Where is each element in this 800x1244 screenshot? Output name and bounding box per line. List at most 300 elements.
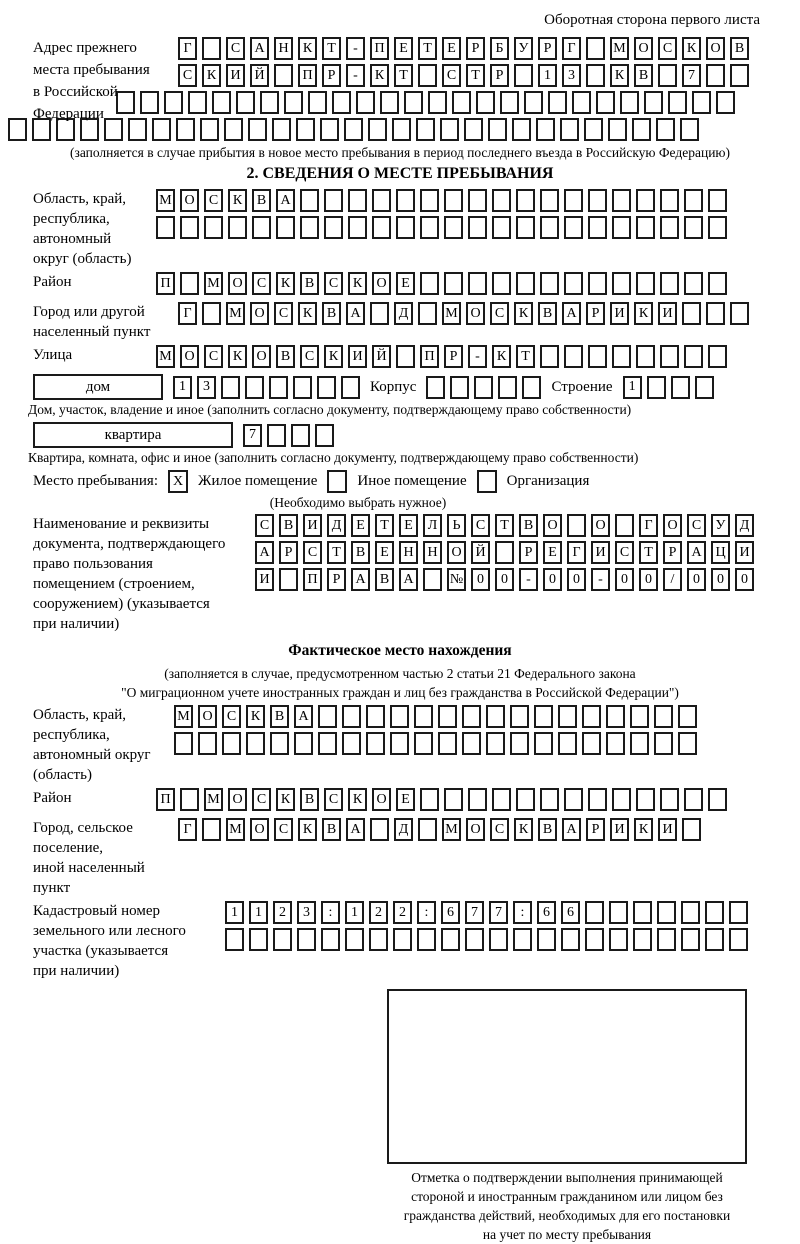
char-cell[interactable]: Й bbox=[250, 64, 269, 87]
char-cell[interactable]: А bbox=[351, 568, 370, 591]
char-cell[interactable] bbox=[248, 118, 267, 141]
char-cell[interactable]: Е bbox=[375, 541, 394, 564]
char-cell[interactable] bbox=[588, 788, 607, 811]
char-cell[interactable] bbox=[585, 901, 604, 924]
char-cell[interactable] bbox=[524, 91, 543, 114]
char-cell[interactable] bbox=[276, 216, 295, 239]
char-cell[interactable]: 3 bbox=[297, 901, 316, 924]
char-cell[interactable] bbox=[420, 189, 439, 212]
char-cell[interactable]: С bbox=[255, 514, 274, 537]
char-cell[interactable]: К bbox=[682, 37, 701, 60]
char-cell[interactable]: Т bbox=[322, 37, 341, 60]
char-cell[interactable]: К bbox=[324, 345, 343, 368]
char-cell[interactable] bbox=[269, 376, 288, 399]
char-cell[interactable] bbox=[582, 732, 601, 755]
char-cell[interactable]: 6 bbox=[441, 901, 460, 924]
char-cell[interactable]: Р bbox=[538, 37, 557, 60]
stay-checkbox-organizatsiya[interactable] bbox=[477, 470, 497, 493]
char-cell[interactable] bbox=[396, 216, 415, 239]
char-cell[interactable] bbox=[729, 928, 748, 951]
char-cell[interactable] bbox=[372, 189, 391, 212]
char-cell[interactable]: Е bbox=[399, 514, 418, 537]
char-cell[interactable] bbox=[228, 216, 247, 239]
char-cell[interactable] bbox=[300, 216, 319, 239]
char-cell[interactable] bbox=[612, 272, 631, 295]
char-cell[interactable]: : bbox=[321, 901, 340, 924]
char-cell[interactable] bbox=[245, 376, 264, 399]
char-cell[interactable]: М bbox=[156, 189, 175, 212]
char-cell[interactable] bbox=[572, 91, 591, 114]
char-cell[interactable] bbox=[317, 376, 336, 399]
char-cell[interactable] bbox=[348, 216, 367, 239]
char-cell[interactable]: Е bbox=[442, 37, 461, 60]
char-cell[interactable] bbox=[500, 91, 519, 114]
char-cell[interactable] bbox=[486, 705, 505, 728]
char-cell[interactable]: А bbox=[562, 302, 581, 325]
char-cell[interactable]: В bbox=[351, 541, 370, 564]
char-cell[interactable] bbox=[708, 272, 727, 295]
char-cell[interactable]: В bbox=[519, 514, 538, 537]
char-cell[interactable] bbox=[582, 705, 601, 728]
char-cell[interactable]: Б bbox=[490, 37, 509, 60]
char-cell[interactable]: Т bbox=[495, 514, 514, 537]
char-cell[interactable]: Й bbox=[471, 541, 490, 564]
char-cell[interactable] bbox=[438, 705, 457, 728]
char-cell[interactable]: - bbox=[591, 568, 610, 591]
char-cell[interactable]: В bbox=[252, 189, 271, 212]
char-cell[interactable] bbox=[324, 216, 343, 239]
char-cell[interactable] bbox=[444, 272, 463, 295]
char-cell[interactable] bbox=[510, 732, 529, 755]
char-cell[interactable]: К bbox=[514, 818, 533, 841]
char-cell[interactable] bbox=[366, 732, 385, 755]
char-cell[interactable] bbox=[588, 345, 607, 368]
char-cell[interactable]: А bbox=[687, 541, 706, 564]
char-cell[interactable]: С bbox=[687, 514, 706, 537]
char-cell[interactable]: Е bbox=[351, 514, 370, 537]
char-cell[interactable]: О bbox=[634, 37, 653, 60]
char-cell[interactable]: В bbox=[270, 705, 289, 728]
char-cell[interactable] bbox=[564, 189, 583, 212]
char-cell[interactable] bbox=[596, 91, 615, 114]
char-cell[interactable] bbox=[468, 189, 487, 212]
char-cell[interactable]: 0 bbox=[711, 568, 730, 591]
char-cell[interactable] bbox=[464, 118, 483, 141]
char-cell[interactable] bbox=[356, 91, 375, 114]
char-cell[interactable] bbox=[441, 928, 460, 951]
char-cell[interactable]: 0 bbox=[687, 568, 706, 591]
char-cell[interactable]: О bbox=[180, 189, 199, 212]
char-cell[interactable] bbox=[380, 91, 399, 114]
char-cell[interactable]: С bbox=[442, 64, 461, 87]
char-cell[interactable]: С bbox=[226, 37, 245, 60]
char-cell[interactable]: 7 bbox=[465, 901, 484, 924]
char-cell[interactable]: В bbox=[634, 64, 653, 87]
char-cell[interactable]: М bbox=[442, 818, 461, 841]
char-cell[interactable]: Д bbox=[394, 818, 413, 841]
char-cell[interactable] bbox=[452, 91, 471, 114]
char-cell[interactable]: С bbox=[615, 541, 634, 564]
char-cell[interactable]: 2 bbox=[273, 901, 292, 924]
char-cell[interactable] bbox=[164, 91, 183, 114]
char-cell[interactable] bbox=[708, 788, 727, 811]
char-cell[interactable]: М bbox=[226, 818, 245, 841]
char-cell[interactable] bbox=[558, 732, 577, 755]
char-cell[interactable] bbox=[444, 216, 463, 239]
char-cell[interactable] bbox=[612, 788, 631, 811]
char-cell[interactable]: Е bbox=[396, 272, 415, 295]
char-cell[interactable] bbox=[320, 118, 339, 141]
char-cell[interactable] bbox=[660, 345, 679, 368]
char-cell[interactable]: М bbox=[204, 788, 223, 811]
char-cell[interactable] bbox=[315, 424, 334, 447]
char-cell[interactable]: И bbox=[610, 302, 629, 325]
char-cell[interactable]: О bbox=[591, 514, 610, 537]
char-cell[interactable] bbox=[198, 732, 217, 755]
char-cell[interactable]: В bbox=[322, 302, 341, 325]
char-cell[interactable]: 0 bbox=[543, 568, 562, 591]
char-cell[interactable]: К bbox=[492, 345, 511, 368]
char-cell[interactable]: 1 bbox=[225, 901, 244, 924]
char-cell[interactable] bbox=[293, 376, 312, 399]
char-cell[interactable] bbox=[202, 818, 221, 841]
char-cell[interactable] bbox=[420, 216, 439, 239]
char-cell[interactable]: Е bbox=[394, 37, 413, 60]
char-cell[interactable] bbox=[260, 91, 279, 114]
char-cell[interactable]: И bbox=[658, 818, 677, 841]
char-cell[interactable] bbox=[341, 376, 360, 399]
char-cell[interactable]: К bbox=[202, 64, 221, 87]
char-cell[interactable] bbox=[540, 272, 559, 295]
char-cell[interactable] bbox=[416, 118, 435, 141]
char-cell[interactable] bbox=[522, 376, 541, 399]
char-cell[interactable] bbox=[486, 732, 505, 755]
char-cell[interactable] bbox=[318, 732, 337, 755]
char-cell[interactable] bbox=[418, 302, 437, 325]
char-cell[interactable] bbox=[212, 91, 231, 114]
char-cell[interactable]: К bbox=[348, 788, 367, 811]
char-cell[interactable] bbox=[609, 901, 628, 924]
char-cell[interactable] bbox=[321, 928, 340, 951]
char-cell[interactable]: 0 bbox=[639, 568, 658, 591]
char-cell[interactable] bbox=[513, 928, 532, 951]
char-cell[interactable] bbox=[342, 705, 361, 728]
stay-checkbox-inoe[interactable] bbox=[327, 470, 347, 493]
char-cell[interactable]: С bbox=[658, 37, 677, 60]
char-cell[interactable] bbox=[588, 272, 607, 295]
stay-checkbox-zhiloe[interactable]: X bbox=[168, 470, 188, 493]
char-cell[interactable] bbox=[705, 901, 724, 924]
char-cell[interactable]: П bbox=[303, 568, 322, 591]
char-cell[interactable]: С bbox=[274, 302, 293, 325]
char-cell[interactable] bbox=[636, 189, 655, 212]
char-cell[interactable]: О bbox=[372, 788, 391, 811]
char-cell[interactable] bbox=[284, 91, 303, 114]
char-cell[interactable] bbox=[633, 901, 652, 924]
char-cell[interactable]: В bbox=[730, 37, 749, 60]
char-cell[interactable]: О bbox=[252, 345, 271, 368]
char-cell[interactable] bbox=[516, 216, 535, 239]
char-cell[interactable]: М bbox=[174, 705, 193, 728]
char-cell[interactable]: С bbox=[252, 272, 271, 295]
char-cell[interactable]: М bbox=[156, 345, 175, 368]
char-cell[interactable]: К bbox=[276, 788, 295, 811]
char-cell[interactable] bbox=[417, 928, 436, 951]
char-cell[interactable] bbox=[202, 302, 221, 325]
char-cell[interactable]: А bbox=[255, 541, 274, 564]
char-cell[interactable]: Р bbox=[444, 345, 463, 368]
char-cell[interactable] bbox=[291, 424, 310, 447]
char-cell[interactable] bbox=[348, 189, 367, 212]
char-cell[interactable] bbox=[708, 216, 727, 239]
char-cell[interactable]: - bbox=[468, 345, 487, 368]
char-cell[interactable]: С bbox=[471, 514, 490, 537]
char-cell[interactable]: К bbox=[348, 272, 367, 295]
char-cell[interactable] bbox=[200, 118, 219, 141]
char-cell[interactable] bbox=[274, 64, 293, 87]
char-cell[interactable] bbox=[620, 91, 639, 114]
char-cell[interactable]: Р bbox=[466, 37, 485, 60]
char-cell[interactable]: 7 bbox=[489, 901, 508, 924]
char-cell[interactable] bbox=[428, 91, 447, 114]
char-cell[interactable] bbox=[564, 216, 583, 239]
char-cell[interactable] bbox=[540, 345, 559, 368]
char-cell[interactable] bbox=[716, 91, 735, 114]
char-cell[interactable]: Г bbox=[178, 37, 197, 60]
char-cell[interactable] bbox=[156, 216, 175, 239]
char-cell[interactable] bbox=[514, 64, 533, 87]
char-cell[interactable]: : bbox=[417, 901, 436, 924]
char-cell[interactable] bbox=[426, 376, 445, 399]
char-cell[interactable] bbox=[300, 189, 319, 212]
char-cell[interactable]: В bbox=[538, 818, 557, 841]
char-cell[interactable] bbox=[279, 568, 298, 591]
char-cell[interactable]: 0 bbox=[735, 568, 754, 591]
char-cell[interactable]: С bbox=[490, 818, 509, 841]
char-cell[interactable]: И bbox=[348, 345, 367, 368]
char-cell[interactable]: О bbox=[447, 541, 466, 564]
char-cell[interactable] bbox=[176, 118, 195, 141]
char-cell[interactable]: Н bbox=[399, 541, 418, 564]
char-cell[interactable] bbox=[180, 216, 199, 239]
char-cell[interactable]: 1 bbox=[173, 376, 192, 399]
char-cell[interactable] bbox=[273, 928, 292, 951]
char-cell[interactable]: Р bbox=[490, 64, 509, 87]
char-cell[interactable] bbox=[708, 189, 727, 212]
char-cell[interactable]: С bbox=[178, 64, 197, 87]
char-cell[interactable]: Е bbox=[396, 788, 415, 811]
char-cell[interactable]: К bbox=[634, 818, 653, 841]
char-cell[interactable]: Р bbox=[322, 64, 341, 87]
char-cell[interactable] bbox=[684, 345, 703, 368]
char-cell[interactable]: И bbox=[658, 302, 677, 325]
char-cell[interactable]: Р bbox=[586, 818, 605, 841]
char-cell[interactable] bbox=[516, 272, 535, 295]
char-cell[interactable] bbox=[224, 118, 243, 141]
char-cell[interactable]: И bbox=[591, 541, 610, 564]
char-cell[interactable] bbox=[468, 216, 487, 239]
char-cell[interactable] bbox=[606, 705, 625, 728]
char-cell[interactable]: Г bbox=[567, 541, 586, 564]
char-cell[interactable] bbox=[420, 788, 439, 811]
char-cell[interactable]: О bbox=[466, 818, 485, 841]
char-cell[interactable]: - bbox=[346, 64, 365, 87]
char-cell[interactable]: О bbox=[466, 302, 485, 325]
char-cell[interactable] bbox=[586, 64, 605, 87]
char-cell[interactable] bbox=[390, 705, 409, 728]
char-cell[interactable] bbox=[660, 788, 679, 811]
char-cell[interactable]: К bbox=[298, 37, 317, 60]
char-cell[interactable] bbox=[414, 705, 433, 728]
char-cell[interactable] bbox=[548, 91, 567, 114]
char-cell[interactable]: / bbox=[663, 568, 682, 591]
char-cell[interactable] bbox=[396, 189, 415, 212]
char-cell[interactable]: Г bbox=[178, 818, 197, 841]
char-cell[interactable]: В bbox=[300, 272, 319, 295]
char-cell[interactable] bbox=[660, 216, 679, 239]
char-cell[interactable]: С bbox=[303, 541, 322, 564]
char-cell[interactable]: В bbox=[375, 568, 394, 591]
char-cell[interactable]: 1 bbox=[623, 376, 642, 399]
char-cell[interactable] bbox=[540, 788, 559, 811]
char-cell[interactable] bbox=[440, 118, 459, 141]
char-cell[interactable] bbox=[681, 901, 700, 924]
char-cell[interactable] bbox=[345, 928, 364, 951]
char-cell[interactable]: В bbox=[322, 818, 341, 841]
char-cell[interactable]: Ь bbox=[447, 514, 466, 537]
char-cell[interactable]: Г bbox=[178, 302, 197, 325]
char-cell[interactable] bbox=[202, 37, 221, 60]
char-cell[interactable]: 0 bbox=[567, 568, 586, 591]
char-cell[interactable] bbox=[636, 216, 655, 239]
char-cell[interactable]: Р bbox=[586, 302, 605, 325]
char-cell[interactable]: Р bbox=[663, 541, 682, 564]
char-cell[interactable] bbox=[706, 302, 725, 325]
char-cell[interactable]: № bbox=[447, 568, 466, 591]
char-cell[interactable] bbox=[246, 732, 265, 755]
char-cell[interactable] bbox=[536, 118, 555, 141]
char-cell[interactable]: О bbox=[543, 514, 562, 537]
char-cell[interactable]: Д bbox=[394, 302, 413, 325]
char-cell[interactable] bbox=[564, 345, 583, 368]
char-cell[interactable]: О bbox=[228, 272, 247, 295]
char-cell[interactable]: К bbox=[514, 302, 533, 325]
char-cell[interactable] bbox=[512, 118, 531, 141]
char-cell[interactable] bbox=[468, 272, 487, 295]
char-cell[interactable] bbox=[8, 118, 27, 141]
char-cell[interactable] bbox=[632, 118, 651, 141]
char-cell[interactable] bbox=[608, 118, 627, 141]
char-cell[interactable] bbox=[372, 216, 391, 239]
char-cell[interactable] bbox=[396, 345, 415, 368]
char-cell[interactable] bbox=[462, 705, 481, 728]
char-cell[interactable]: : bbox=[513, 901, 532, 924]
char-cell[interactable]: 1 bbox=[249, 901, 268, 924]
char-cell[interactable] bbox=[684, 189, 703, 212]
char-cell[interactable]: А bbox=[399, 568, 418, 591]
char-cell[interactable] bbox=[418, 64, 437, 87]
char-cell[interactable]: Р bbox=[279, 541, 298, 564]
char-cell[interactable]: С bbox=[324, 788, 343, 811]
char-cell[interactable] bbox=[678, 732, 697, 755]
char-cell[interactable] bbox=[705, 928, 724, 951]
char-cell[interactable] bbox=[730, 64, 749, 87]
char-cell[interactable]: Н bbox=[274, 37, 293, 60]
char-cell[interactable] bbox=[414, 732, 433, 755]
char-cell[interactable]: П bbox=[370, 37, 389, 60]
char-cell[interactable]: К bbox=[228, 189, 247, 212]
char-cell[interactable] bbox=[695, 376, 714, 399]
char-cell[interactable]: К bbox=[298, 818, 317, 841]
char-cell[interactable]: И bbox=[226, 64, 245, 87]
char-cell[interactable] bbox=[657, 928, 676, 951]
char-cell[interactable] bbox=[534, 705, 553, 728]
char-cell[interactable] bbox=[495, 541, 514, 564]
char-cell[interactable] bbox=[318, 705, 337, 728]
char-cell[interactable] bbox=[369, 928, 388, 951]
char-cell[interactable] bbox=[564, 788, 583, 811]
char-cell[interactable]: И bbox=[255, 568, 274, 591]
char-cell[interactable]: С bbox=[300, 345, 319, 368]
char-cell[interactable] bbox=[370, 302, 389, 325]
char-cell[interactable] bbox=[344, 118, 363, 141]
char-cell[interactable]: А bbox=[562, 818, 581, 841]
char-cell[interactable]: И bbox=[303, 514, 322, 537]
char-cell[interactable]: Т bbox=[394, 64, 413, 87]
char-cell[interactable]: Й bbox=[372, 345, 391, 368]
char-cell[interactable] bbox=[588, 189, 607, 212]
char-cell[interactable]: В bbox=[279, 514, 298, 537]
char-cell[interactable] bbox=[630, 732, 649, 755]
char-cell[interactable] bbox=[612, 216, 631, 239]
char-cell[interactable]: И bbox=[735, 541, 754, 564]
char-cell[interactable] bbox=[516, 788, 535, 811]
char-cell[interactable] bbox=[272, 118, 291, 141]
char-cell[interactable] bbox=[390, 732, 409, 755]
char-cell[interactable]: А bbox=[294, 705, 313, 728]
char-cell[interactable] bbox=[612, 345, 631, 368]
char-cell[interactable]: П bbox=[156, 788, 175, 811]
char-cell[interactable] bbox=[612, 189, 631, 212]
char-cell[interactable]: Т bbox=[327, 541, 346, 564]
char-cell[interactable] bbox=[297, 928, 316, 951]
char-cell[interactable] bbox=[516, 189, 535, 212]
char-cell[interactable]: О bbox=[372, 272, 391, 295]
char-cell[interactable] bbox=[462, 732, 481, 755]
char-cell[interactable] bbox=[450, 376, 469, 399]
char-cell[interactable] bbox=[370, 818, 389, 841]
char-cell[interactable]: Д bbox=[327, 514, 346, 537]
char-cell[interactable]: М bbox=[610, 37, 629, 60]
char-cell[interactable]: 7 bbox=[243, 424, 262, 447]
char-cell[interactable] bbox=[657, 901, 676, 924]
char-cell[interactable]: 0 bbox=[615, 568, 634, 591]
char-cell[interactable]: 2 bbox=[393, 901, 412, 924]
char-cell[interactable]: О bbox=[663, 514, 682, 537]
char-cell[interactable]: О bbox=[198, 705, 217, 728]
char-cell[interactable]: 0 bbox=[471, 568, 490, 591]
char-cell[interactable]: С bbox=[252, 788, 271, 811]
char-cell[interactable] bbox=[488, 118, 507, 141]
char-cell[interactable]: К bbox=[246, 705, 265, 728]
char-cell[interactable]: Р bbox=[519, 541, 538, 564]
char-cell[interactable] bbox=[636, 788, 655, 811]
char-cell[interactable] bbox=[180, 788, 199, 811]
char-cell[interactable] bbox=[540, 216, 559, 239]
char-cell[interactable]: 3 bbox=[562, 64, 581, 87]
char-cell[interactable]: С bbox=[490, 302, 509, 325]
char-cell[interactable] bbox=[188, 91, 207, 114]
